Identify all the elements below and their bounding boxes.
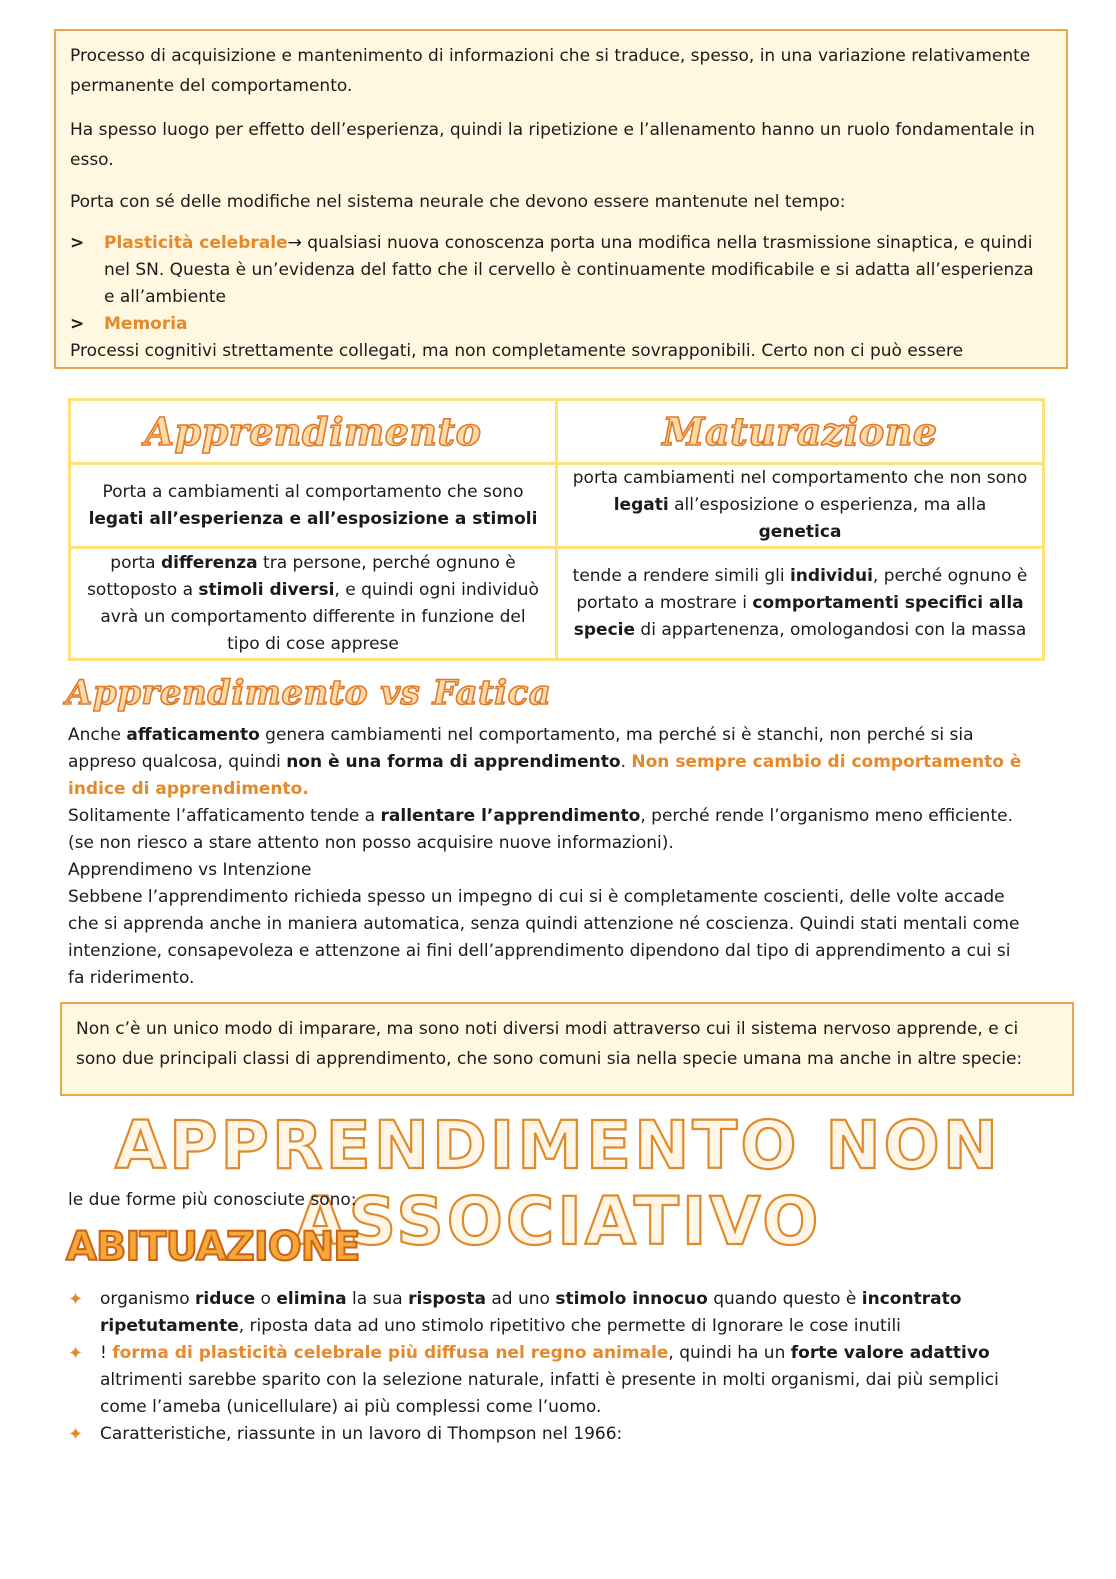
header-maturazione	[557, 400, 1044, 464]
table-cell: porta cambiamenti nel comportamento che non sono legati all’esposizione o esperienza, ma alla genetica	[557, 464, 1044, 548]
non-associative-heading: APPRENDIMENTO NON ASSOCIATIVO	[115, 1107, 1001, 1260]
fatica-paragraph-1: Anche affaticamento genera cambiamenti nel comportamento, ma perché si è stanchi, non perché si sia appreso qualcosa, quindi non è una forma di apprendimento. Non sempre cambio di comportamento è indice di apprendimento.	[68, 725, 1022, 799]
fatica-paragraph-2: Solitamente l’affaticamento tende a rallentare l’apprendimento, perché rende l’organismo meno efficiente. (se non riesco a stare attento non posso acquisire nuove informazioni).	[68, 806, 1013, 853]
bullet-mark: >	[70, 233, 85, 253]
classes-text: Non c’è un unico modo di imparare, ma sono noti diversi modi attraverso cui il sistema nervoso apprende, e ci sono due principali classi di apprendimento, che sono comuni sia nella specie umana ma anche in altre specie:	[76, 1019, 1023, 1069]
table-header-row	[70, 400, 1044, 464]
plasticity-text: qualsiasi nuova conoscenza porta una modifica nella trasmissione sinaptica, e quindi nel SN. Questa è un’evidenza del fatto che il cervello è continuamente modificabile e si adatta all’esperienza e all’ambiente	[104, 233, 1034, 307]
arrow-icon: →	[287, 233, 302, 253]
memory-term: Memoria	[104, 314, 188, 334]
list-item: ✦ organismo riduce o elimina la sua risposta ad uno stimolo innocuo quando questo è incontrato ripetutamente, riposta data ad uno stimolo ripetitivo che permette di Ignorare le cose inutili	[68, 1286, 1028, 1340]
comparison-table	[68, 398, 1045, 661]
intro-paragraph-4: Processi cognitivi strettamente collegati, ma non completamente sovrapponibili. Certo non ci può essere	[70, 341, 964, 361]
table-row	[70, 548, 1044, 660]
list-item: ✦ Caratteristiche, riassunte in un lavoro di Thompson nel 1966:	[68, 1421, 1028, 1448]
classes-box	[60, 1002, 1074, 1096]
list-item: ✦ ! forma di plasticità celebrale più diffusa nel regno animale, quindi ha un forte valore adattivo altrimenti sarebbe sparito con la selezione naturale, infatti è presente in molti organismi, dai più semplici come l’ameba (unicellulare) ai più complessi come l’uomo.	[68, 1340, 1028, 1421]
star-bullet-icon: ✦	[68, 1424, 84, 1445]
intro-paragraph-3: Porta con sé delle modifiche nel sistema neurale che devono essere mantenute nel tempo:	[70, 192, 846, 212]
header-apprendimento	[70, 400, 557, 464]
intro-box	[54, 29, 1068, 369]
intro-paragraph-2: Ha spesso luogo per effetto dell’esperienza, quindi la ripetizione e l’allenamento hanno un ruolo fondamentale in esso.	[70, 120, 1035, 170]
bullet-memory	[70, 311, 1052, 338]
header-maturazione-label: Maturazione	[662, 408, 938, 454]
bullet-mark: >	[70, 314, 85, 334]
abituazione-heading: ABITUAZIONE	[66, 1224, 360, 1270]
abituazione-list	[68, 1286, 1028, 1448]
star-bullet-icon: ✦	[68, 1343, 84, 1364]
table-cell: Porta a cambiamenti al comportamento che sono legati all’esperienza e all’esposizione a stimoli	[70, 464, 557, 548]
table-cell: tende a rendere simili gli individui, perché ognuno è portato a mostrare i comportamenti specifici alla specie di appartenenza, omologandosi con la massa	[557, 548, 1044, 660]
intenzione-heading: Apprendimeno vs Intenzione	[68, 860, 312, 880]
fatica-heading: Apprendimento vs Fatica	[66, 673, 552, 713]
fatica-section	[68, 722, 1028, 992]
star-bullet-icon: ✦	[68, 1289, 84, 1310]
table-cell: porta differenza tra persone, perché ognuno è sottoposto a stimoli diversi, e quindi ogni individuò avrà un comportamento differente in funzione del tipo di cose apprese	[70, 548, 557, 660]
plasticity-term: Plasticità celebrale	[104, 233, 288, 253]
intro-paragraph-1: Processo di acquisizione e mantenimento di informazioni che si traduce, spesso, in una variazione relativamente permanente del comportamento.	[70, 46, 1031, 96]
header-apprendimento-label: Apprendimento	[144, 408, 482, 454]
intenzione-paragraph: Sebbene l’apprendimento richieda spesso un impegno di cui si è completamente coscienti, delle volte accade che si apprenda anche in maniera automatica, senza quindi attenzione né coscienza. Quindi stati mentali come intenzione, consapevoleza e attenzone ai fini dell’apprendimento dipendono dal tipo di apprendimento a cui si fa riderimento.	[68, 887, 1020, 988]
non-associative-intro: le due forme più conosciute sono:	[68, 1190, 357, 1210]
bullet-plasticity	[70, 230, 1052, 311]
table-row	[70, 464, 1044, 548]
